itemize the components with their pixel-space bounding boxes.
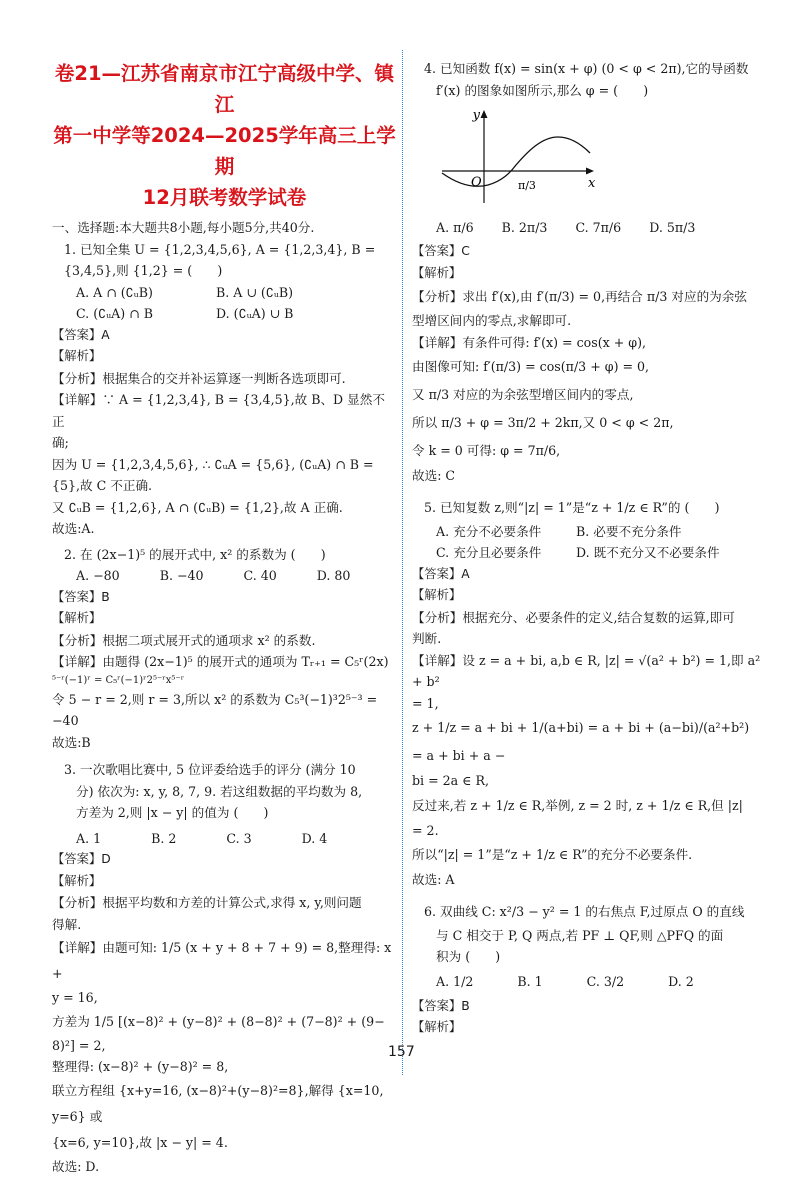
- q1-detail-line: 故选:A.: [52, 518, 397, 540]
- q4-fenxi-line: 【分析】求出 f′(x),由 f′(π/3) = 0,再结合 π/3 对应的为余弦: [412, 284, 762, 310]
- q5-option-c: C. 充分且必要条件: [436, 542, 576, 564]
- q3-option-a: A. 1: [76, 828, 101, 850]
- q6-stem-line: 6. 双曲线 C: x²/3 − y² = 1 的右焦点 F,过原点 O 的直线: [412, 899, 762, 925]
- q6-option-d: D. 2: [668, 968, 694, 996]
- q6-analysis-label: 【解析】: [412, 1017, 762, 1039]
- q4-detail-line: 令 k = 0 可得: φ = 7π/6,: [412, 437, 762, 465]
- q1-stem-line: {3,4,5},则 {1,2} = ( ): [52, 260, 397, 282]
- q2-option-a: A. −80: [76, 565, 120, 587]
- q1-options: [52, 282, 397, 325]
- right-column: [412, 58, 762, 1039]
- q4-option-b: B. 2π/3: [502, 215, 548, 241]
- q1-option-c: C. (∁ᵤA) ∩ B: [76, 303, 216, 325]
- q2-detail-line: 令 5 − r = 2,则 r = 3,所以 x² 的系数为 C₅³(−1)³2⁵⁻³ = −40: [52, 689, 397, 732]
- q2-answer: 【答案】B: [52, 587, 397, 609]
- q5-answer: 【答案】A: [412, 564, 762, 586]
- q6-option-c: C. 3/2: [587, 968, 624, 996]
- q5-fenxi-line: 【分析】根据充分、必要条件的定义,结合复数的运算,即可: [412, 607, 762, 629]
- derivative-graph: [438, 107, 598, 207]
- q4-fenxi-line: 型增区间内的零点,求解即可.: [412, 310, 762, 332]
- q3-detail-line: 整理得: (x−8)² + (y−8)² = 8,: [52, 1056, 397, 1078]
- q3-stem-line: 方差为 2,则 |x − y| 的值为 ( ): [52, 802, 397, 824]
- q4-stem-line: 4. 已知函数 f(x) = sin(x + φ) (0 < φ < 2π),它的导函数: [412, 58, 762, 80]
- q5-detail-line: 反过来,若 z + 1/z ∈ R,举例, z = 2 时, z + 1/z ∈ R,但 |z|: [412, 792, 762, 820]
- q3-stem-line: 3. 一次歌唱比赛中, 5 位评委给选手的评分 (满分 10: [52, 759, 397, 781]
- q5-detail-line: 故选: A: [412, 869, 762, 891]
- question-5: [412, 495, 762, 891]
- q1-option-a: A. A ∩ (∁ᵤB): [76, 282, 216, 304]
- q2-detail-line: 故选:B: [52, 732, 397, 754]
- question-1: [52, 239, 397, 540]
- q5-stem: 5. 已知复数 z,则“|z| = 1”是“z + 1/z ∈ R”的 ( ): [412, 495, 762, 521]
- origin-label: O: [471, 175, 482, 190]
- question-2: [52, 544, 397, 754]
- q3-detail-line: y = 16,: [52, 987, 397, 1009]
- q3-detail-line: 【详解】由题可知: 1/5 (x + y + 8 + 7 + 9) = 8,整理得: x +: [52, 935, 397, 987]
- q4-option-c: C. 7π/6: [575, 215, 621, 241]
- title-line-2: 第一中学等2024—2025学年高三上学期: [52, 120, 397, 182]
- q1-detail-line: 因为 U = {1,2,3,4,5,6}, ∴ ∁ᵤA = {5,6}, (∁ᵤA) ∩ B =: [52, 454, 397, 476]
- q2-option-b: B. −40: [160, 565, 204, 587]
- q6-option-b: B. 1: [517, 968, 542, 996]
- q6-options: [412, 968, 762, 996]
- question-4: [412, 58, 762, 487]
- q6-answer: 【答案】B: [412, 996, 762, 1018]
- q1-detail-line: {5},故 C 不正确.: [52, 475, 397, 497]
- q3-detail-line: 故选: D.: [52, 1156, 397, 1177]
- tick-label-pi-over-3: π/3: [518, 179, 536, 192]
- q5-fenxi-line: 判断.: [412, 628, 762, 650]
- q3-option-b: B. 2: [151, 828, 176, 850]
- q5-detail-line: z + 1/z = a + bi + 1/(a+bi) = a + bi + (a−bi)/(a²+b²) = a + bi + a −: [412, 714, 762, 770]
- q1-option-d: D. (∁ᵤA) ∪ B: [216, 303, 356, 325]
- q4-option-a: A. π/6: [436, 215, 474, 241]
- q2-option-c: C. 40: [244, 565, 277, 587]
- q4-detail-line: 所以 π/3 + φ = 3π/2 + 2kπ,又 0 < φ < 2π,: [412, 409, 762, 437]
- q2-detail-line: 【详解】由题得 (2x−1)⁵ 的展开式的通项为 Tᵣ₊₁ = C₅ʳ(2x): [52, 651, 397, 673]
- title-line-1: 卷21—江苏省南京市江宁高级中学、镇江: [52, 58, 397, 120]
- q1-detail-line: 【详解】∵ A = {1,2,3,4}, B = {3,4,5},故 B、D 显然不正: [52, 389, 397, 432]
- q4-stem-line: f′(x) 的图象如图所示,那么 φ = ( ): [412, 80, 762, 102]
- q4-detail-line: 又 π/3 对应的为余弦型增区间内的零点,: [412, 381, 762, 409]
- x-axis-arrow: [586, 168, 594, 175]
- q2-options: [52, 565, 397, 587]
- q5-detail-line: 所以“|z| = 1”是“z + 1/z ∈ R”的充分不必要条件.: [412, 841, 762, 869]
- q4-detail-line: 由图像可知: f′(π/3) = cos(π/3 + φ) = 0,: [412, 353, 762, 381]
- paper-title: [52, 58, 397, 213]
- q5-detail-line: bi = 2a ∈ R,: [412, 770, 762, 792]
- q4-detail-line: 故选: C: [412, 465, 762, 487]
- question-6: [412, 899, 762, 1039]
- q3-detail-line: 方差为 1/5 [(x−8)² + (y−8)² + (8−8)² + (7−8)² + (9−: [52, 1009, 397, 1035]
- q3-options: [52, 828, 397, 850]
- q5-detail-line: = 1,: [412, 693, 762, 715]
- q5-options: [412, 521, 762, 564]
- q1-detail-line: 又 ∁ᵤB = {1,2,6}, A ∩ (∁ᵤB) = {1,2},故 A 正确.: [52, 497, 397, 519]
- column-divider: [402, 50, 403, 1075]
- q2-option-d: D. 80: [317, 565, 351, 587]
- q4-option-d: D. 5π/3: [649, 215, 695, 241]
- q2-fenxi: 【分析】根据二项式展开式的通项求 x² 的系数.: [52, 630, 397, 652]
- q1-fenxi: 【分析】根据集合的交并补运算逐一判断各选项即可.: [52, 368, 397, 390]
- q6-stem-line: 积为 ( ): [412, 946, 762, 968]
- q3-analysis-label: 【解析】: [52, 871, 397, 893]
- q5-analysis-label: 【解析】: [412, 585, 762, 607]
- q3-detail-line: 8)²] = 2,: [52, 1035, 397, 1057]
- q2-detail-line: ⁵⁻ʳ(−1)ʳ = C₅ʳ(−1)ʳ2⁵⁻ʳx⁵⁻ʳ: [52, 673, 397, 689]
- q3-answer: 【答案】D: [52, 849, 397, 871]
- page-number: 157: [388, 1044, 415, 1060]
- q5-detail-line: 【详解】设 z = a + bi, a,b ∈ R, |z| = √(a² + b²) = 1,即 a² + b²: [412, 650, 762, 693]
- q3-option-c: C. 3: [226, 828, 251, 850]
- q3-detail-line: 联立方程组 {x+y=16, (x−8)²+(y−8)²=8},解得 {x=10, y=6} 或: [52, 1078, 397, 1130]
- q2-stem: 2. 在 (2x−1)⁵ 的展开式中, x² 的系数为 ( ): [52, 544, 397, 566]
- q4-answer: 【答案】C: [412, 241, 762, 263]
- x-axis-label: x: [588, 176, 596, 191]
- left-column: [52, 58, 397, 1177]
- q6-stem-line: 与 C 相交于 P, Q 两点,若 PF ⊥ QF,则 △PFQ 的面: [412, 925, 762, 947]
- q3-fenxi-line: 【分析】根据平均数和方差的计算公式,求得 x, y,则问题: [52, 892, 397, 914]
- q1-answer: 【答案】A: [52, 325, 397, 347]
- q5-option-d: D. 既不充分又不必要条件: [576, 542, 756, 564]
- q3-stem-line: 分) 依次为: x, y, 8, 7, 9. 若这组数据的平均数为 8,: [52, 781, 397, 803]
- q1-detail-line: 确;: [52, 432, 397, 454]
- q1-analysis-label: 【解析】: [52, 346, 397, 368]
- q1-option-b: B. A ∪ (∁ᵤB): [216, 282, 356, 304]
- q6-option-a: A. 1/2: [436, 968, 473, 996]
- q5-detail-line: = 2.: [412, 820, 762, 842]
- title-line-3: 12月联考数学试卷: [52, 182, 397, 213]
- q3-detail-line: {x=6, y=10},故 |x − y| = 4.: [52, 1130, 397, 1156]
- q2-analysis-label: 【解析】: [52, 608, 397, 630]
- q3-fenxi-line: 得解.: [52, 914, 397, 936]
- q1-stem-line: 1. 已知全集 U = {1,2,3,4,5,6}, A = {1,2,3,4}, B =: [52, 239, 397, 261]
- q4-options: [412, 215, 762, 241]
- section-heading: 一、选择题:本大题共8小题,每小题5分,共40分.: [52, 217, 397, 239]
- y-axis-arrow: [481, 110, 488, 118]
- q5-option-b: B. 必要不充分条件: [576, 521, 756, 543]
- q4-detail-line: 【详解】有条件可得: f′(x) = cos(x + φ),: [412, 332, 762, 354]
- q5-option-a: A. 充分不必要条件: [436, 521, 576, 543]
- y-axis-label: y: [472, 108, 481, 123]
- q4-analysis-label: 【解析】: [412, 263, 762, 285]
- q3-option-d: D. 4: [302, 828, 328, 850]
- question-3: [52, 759, 397, 1177]
- cosine-curve: [442, 137, 590, 186]
